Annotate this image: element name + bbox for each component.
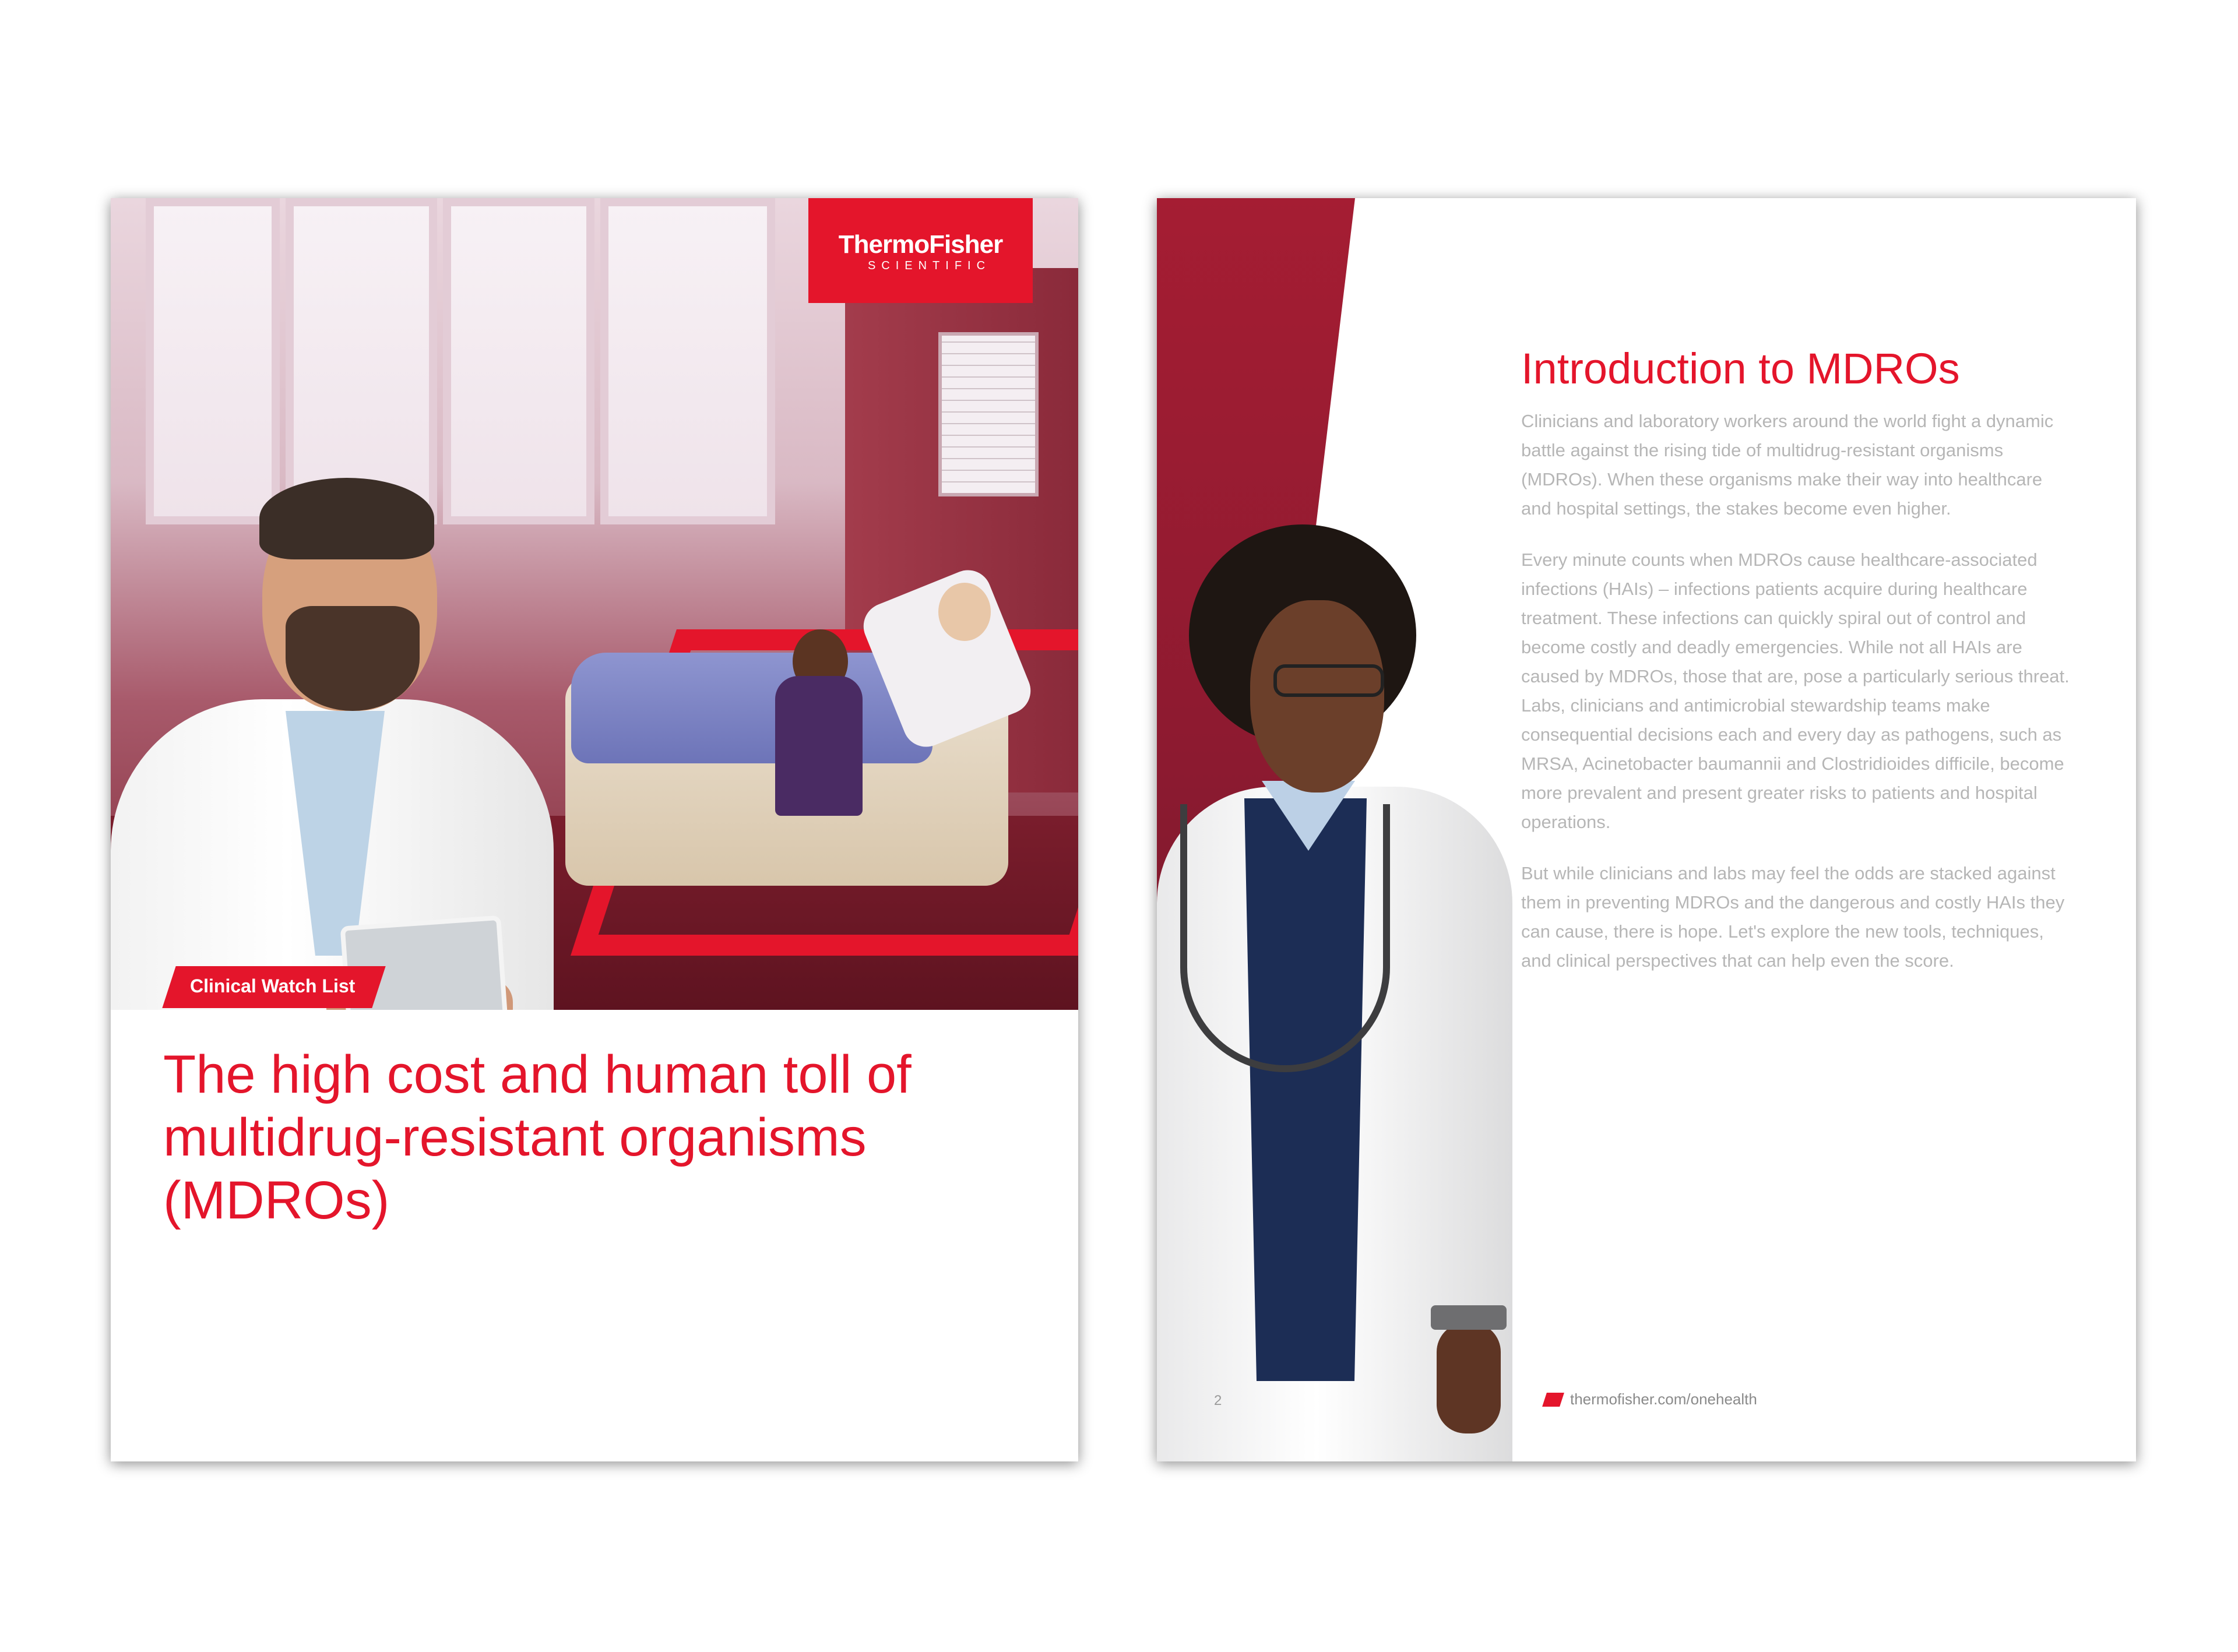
logo-wordmark: ThermoFisher bbox=[838, 230, 1003, 259]
hospital-room-photo bbox=[111, 198, 1078, 1010]
wall-chart bbox=[938, 332, 1039, 496]
red-bar-icon bbox=[1542, 1393, 1564, 1407]
footer-url[interactable]: thermofisher.com/onehealth bbox=[1570, 1390, 1757, 1408]
window bbox=[600, 198, 775, 524]
intro-paragraph: Clinicians and laboratory workers around the world fight a dynamic battle against the rising tide of multidrug-resistant organisms (MDROs). When these organisms make their way into healthcare and hospital settings, the stakes become even higher. bbox=[1521, 411, 2054, 519]
section-title: Introduction to MDROs bbox=[1521, 344, 1960, 393]
category-tag-label: Clinical Watch List bbox=[190, 975, 356, 996]
intro-paragraph: Every minute counts when MDROs cause healthcare-associated infections (HAIs) – infections patients acquire during healthcare treatment. These infections can quickly spiral out of control and become costly and deadly emergencies. While not all HAIs are caused by MDROs, those that are, pose a particularly serious threat. Labs, clinicians and antimicrobial stewardship teams make consequential decisions each and every day as pathogens, such as MRSA, Acinetobacter baumannii and Clostridioides difficile, become more prevalent and present greater risks to patients and hospital operations. bbox=[1521, 550, 2070, 832]
thermo-fisher-logo bbox=[808, 198, 1033, 303]
intro-paragraph: But while clinicians and labs may feel the odds are stacked against them in preventing MDROs and the dangerous and costly HAIs they can cause, there is hope. Let's explore the new tools, techniques, and clinical perspectives that can help even the score. bbox=[1521, 863, 2065, 971]
intro-body bbox=[1521, 407, 2075, 998]
wristwatch bbox=[1431, 1305, 1507, 1330]
page-number: 2 bbox=[1214, 1393, 1222, 1408]
glasses bbox=[1273, 664, 1384, 697]
stethoscope-icon bbox=[1180, 804, 1390, 1072]
logo-subtitle: SCIENTIFIC bbox=[867, 259, 991, 272]
window bbox=[286, 198, 437, 524]
nurse bbox=[775, 676, 863, 816]
hand bbox=[1437, 1323, 1501, 1433]
doctor-beard bbox=[286, 606, 420, 711]
window bbox=[443, 198, 594, 524]
patient bbox=[938, 583, 991, 641]
young-doctor-photo bbox=[1157, 524, 1530, 1461]
cover-title: The high cost and human toll of multidrug-resistant organisms (MDROs) bbox=[163, 1045, 912, 1230]
blanket bbox=[571, 653, 932, 763]
inner-page bbox=[1157, 198, 2136, 1461]
cover-page bbox=[111, 198, 1078, 1461]
doctor-hair bbox=[259, 478, 434, 559]
window bbox=[146, 198, 280, 524]
